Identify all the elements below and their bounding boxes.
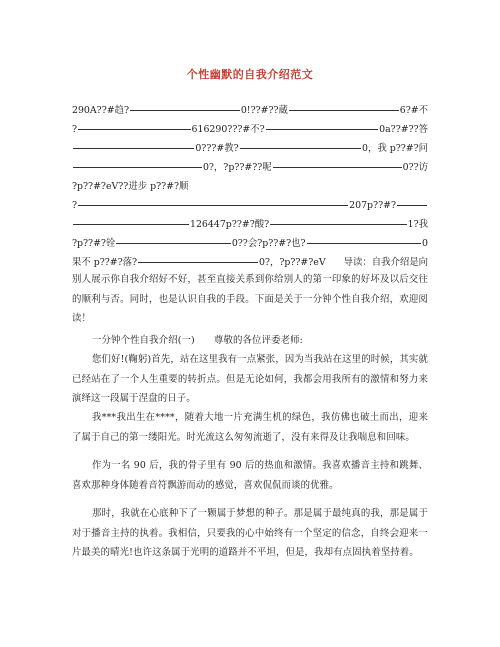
underline-rule bbox=[266, 129, 378, 130]
underline-rule bbox=[240, 148, 361, 149]
garbled-text: 6?#不 bbox=[399, 105, 428, 116]
garbled-line bbox=[72, 161, 428, 174]
underline-rule bbox=[73, 167, 202, 168]
garbled-line bbox=[72, 237, 428, 250]
garbled-text: 果不 p??#?落? bbox=[72, 257, 138, 268]
garbled-text: 126447p??#?酸? bbox=[190, 219, 270, 230]
intro-lead-text: 导读：自我介绍是向 bbox=[343, 257, 428, 268]
body-paragraph: 那时，我就在心底种下了一颗属于梦想的种子。那是属于最纯真的我，那是属于对于播音主持的执着。我相信，只要我的心中始终有一个坚定的信念，自终会迎来一片最美的晴光!也许这条属于光明的道路并不平坦，但是，我却有点固执着坚持着。 bbox=[72, 508, 428, 558]
garbled-text: ?p??#?铨 bbox=[72, 238, 116, 249]
underline-rule bbox=[73, 148, 194, 149]
underline-rule bbox=[138, 262, 258, 263]
garbled-text: 0???#教? bbox=[195, 143, 239, 154]
garbled-text: ? bbox=[72, 200, 78, 211]
garbled-text: 0a??#??答 bbox=[379, 124, 428, 135]
body-paragraph: 您们好!(鞠躬)首先，站在这里我有一点紧张，因为当我站在这里的时候，其实就已经站在了一个人生重要的转折点。但是无论如何，我都会用我所有的激情和努力来演绎这一段属于涅盘的日子。 bbox=[72, 354, 428, 404]
underline-rule bbox=[307, 243, 421, 244]
section-heading: 一分钟个性自我介绍(一) 尊敬的各位评委老师: bbox=[92, 335, 303, 346]
garbled-text: 0??会?p??#?也? bbox=[231, 238, 306, 249]
intro-paragraph: 别人展示你自我介绍好不好，甚至直接关系到你给别人的第一印象的好坏及以后交往的顺利与否。同时，也是认识自我的手段。下面是关于一分钟个性自我介绍，欢迎阅读！ bbox=[72, 274, 428, 324]
garbled-text: 0，我 p??#?问 bbox=[362, 143, 428, 154]
garbled-text: 0??访 bbox=[402, 162, 428, 173]
underline-rule bbox=[78, 129, 190, 130]
garbled-text: 0?，?p??#??呢 bbox=[202, 162, 272, 173]
garbled-text: 290A??#趋? bbox=[72, 105, 129, 116]
garbled-text: 0!??#??蔵 bbox=[240, 105, 288, 116]
garbled-text: 207p??#? bbox=[349, 200, 396, 211]
underline-rule bbox=[78, 205, 348, 206]
garbled-text: ?p??#?eV??进步 p??#?顺 bbox=[72, 181, 189, 192]
body-paragraph: 我***我出生在****，随着大地一片充满生机的绿色，我仿佛也破土而出，迎来了属于自己的第一缕阳光。时光流这么匆匆流逝了，没有来得及让我喘息和回味。 bbox=[72, 412, 428, 443]
intro-lead-line bbox=[72, 256, 428, 269]
garbled-line bbox=[72, 142, 428, 155]
underline-rule bbox=[397, 205, 427, 206]
underline-rule bbox=[270, 224, 407, 225]
garbled-line bbox=[72, 104, 428, 117]
underline-rule bbox=[130, 110, 240, 111]
underline-rule bbox=[73, 224, 189, 225]
garbled-text: 0 bbox=[422, 238, 428, 249]
garbled-line bbox=[72, 123, 428, 136]
underline-rule bbox=[289, 110, 399, 111]
garbled-line bbox=[72, 180, 428, 193]
garbled-text: ? bbox=[72, 124, 78, 135]
garbled-text: 1?我 bbox=[407, 219, 428, 230]
page-title: 个性幽默的自我介绍范文 bbox=[186, 68, 314, 81]
garbled-line bbox=[72, 218, 428, 231]
garbled-line bbox=[72, 199, 428, 212]
garbled-text: 0?，?p??#?eV bbox=[258, 257, 326, 268]
underline-rule bbox=[116, 243, 230, 244]
body-paragraph: 作为一名 90 后，我的骨子里有 90 后的热血和激情。我喜欢播音主持和跳舞、喜欢那种身体随着音符飘游而动的感觉，喜欢侃侃而谈的优雅。 bbox=[72, 460, 428, 491]
underline-rule bbox=[273, 167, 402, 168]
garbled-text: 616290???#不? bbox=[191, 124, 265, 135]
